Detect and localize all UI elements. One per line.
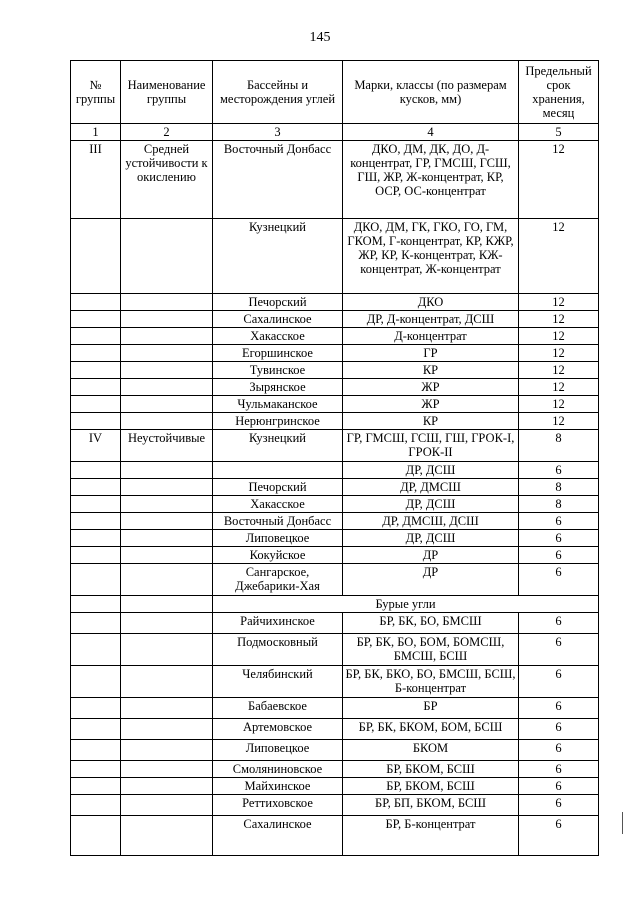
group-name-cell [121, 547, 213, 564]
page-number: 145 [309, 30, 331, 45]
grades-cell: ГР, ГМСШ, ГСШ, ГШ, ГРОК-I, ГРОК-II [343, 430, 519, 462]
group-number-cell [71, 761, 121, 778]
table-row [71, 462, 599, 479]
group-name-cell [121, 740, 213, 761]
basin-cell: Подмосковный [213, 634, 343, 666]
group-number-cell [71, 613, 121, 634]
grades-cell: ЖР [343, 396, 519, 413]
storage-term-cell: 12 [519, 379, 599, 396]
coal-storage-table [70, 60, 599, 856]
storage-term-cell: 6 [519, 613, 599, 634]
grades-cell: ДКО, ДМ, ГК, ГКО, ГО, ГМ, ГКОМ, Г-концентрат, КР, КЖР, ЖР, КР, К-концентрат, КЖ-концентрат, Ж-концентрат [343, 219, 519, 294]
group-name-cell [121, 719, 213, 740]
column-number: 3 [213, 124, 343, 141]
group-number-cell [71, 294, 121, 311]
group-name-cell [121, 530, 213, 547]
basin-cell: Тувинское [213, 362, 343, 379]
table-row [71, 430, 599, 462]
group-number-cell [71, 564, 121, 596]
grades-cell: БР, БП, БКОМ, БСШ [343, 795, 519, 816]
table-row [71, 740, 599, 761]
group-name-cell: Неустойчивые [121, 430, 213, 462]
table-row [71, 328, 599, 345]
storage-term-cell: 8 [519, 430, 599, 462]
header-group-name: Наименование группы [121, 61, 213, 124]
column-number: 2 [121, 124, 213, 141]
group-name-cell [121, 379, 213, 396]
grades-cell: БР, БК, БКО, БО, БМСШ, БСШ, Б-концентрат [343, 666, 519, 698]
header-basin: Бассейны и месторождения углей [213, 61, 343, 124]
storage-term-cell: 6 [519, 816, 599, 856]
grades-cell: ДР, ДСШ [343, 496, 519, 513]
grades-cell: ДР [343, 547, 519, 564]
table-row [71, 219, 599, 294]
basin-cell: Сангарское, Джебарики-Хая [213, 564, 343, 596]
basin-cell: Егоршинское [213, 345, 343, 362]
group-number-cell [71, 362, 121, 379]
table-row [71, 547, 599, 564]
header-grades: Марки, классы (по размерам кусков, мм) [343, 61, 519, 124]
group-number-cell: IV [71, 430, 121, 462]
storage-term-cell: 12 [519, 311, 599, 328]
brown-coal-subheading: Бурые угли [213, 596, 599, 613]
basin-cell: Кузнецкий [213, 430, 343, 462]
group-number-cell [71, 396, 121, 413]
storage-term-cell: 12 [519, 294, 599, 311]
table-row [71, 719, 599, 740]
group-number-cell [71, 462, 121, 479]
group-name-cell [121, 413, 213, 430]
group-name-cell [121, 564, 213, 596]
group-number-cell: III [71, 141, 121, 219]
grades-cell: ДКО, ДМ, ДК, ДО, Д-концентрат, ГР, ГМСШ, ГСШ, ГШ, ЖР, Ж-концентрат, КР, ОСР, ОС-концентрат [343, 141, 519, 219]
group-name-cell [121, 795, 213, 816]
basin-cell: Печорский [213, 294, 343, 311]
group-number-cell [71, 740, 121, 761]
group-number-cell [71, 530, 121, 547]
group-name-cell [121, 294, 213, 311]
group-number-cell [71, 345, 121, 362]
grades-cell: ДР, ДМСШ, ДСШ [343, 513, 519, 530]
group-name-cell [121, 311, 213, 328]
group-number-cell [71, 634, 121, 666]
basin-cell: Нерюнгринское [213, 413, 343, 430]
basin-cell: Хакасское [213, 496, 343, 513]
group-name-cell [121, 362, 213, 379]
group-name-cell [121, 698, 213, 719]
table-row [71, 564, 599, 596]
subheading-row [71, 596, 599, 613]
table-row [71, 761, 599, 778]
group-name-cell [121, 479, 213, 496]
grades-cell: ДР, ДСШ [343, 530, 519, 547]
grades-cell: КР [343, 362, 519, 379]
table-row [71, 413, 599, 430]
grades-cell: КР [343, 413, 519, 430]
grades-cell: БР, БКОМ, БСШ [343, 778, 519, 795]
table-row [71, 479, 599, 496]
table-row [71, 379, 599, 396]
group-number-cell [71, 513, 121, 530]
grades-cell: ДР, Д-концентрат, ДСШ [343, 311, 519, 328]
grades-cell: ЖР [343, 379, 519, 396]
group-name-cell [121, 613, 213, 634]
storage-term-cell: 6 [519, 530, 599, 547]
column-number: 4 [343, 124, 519, 141]
group-name-cell [121, 396, 213, 413]
basin-cell: Артемовское [213, 719, 343, 740]
group-number-cell [71, 328, 121, 345]
group-number-cell [71, 666, 121, 698]
group-name-cell [121, 462, 213, 479]
group-number-cell [71, 719, 121, 740]
group-number-cell [71, 379, 121, 396]
storage-term-cell: 6 [519, 462, 599, 479]
basin-cell: Реттиховское [213, 795, 343, 816]
storage-term-cell: 12 [519, 219, 599, 294]
group-number-cell [71, 596, 121, 613]
group-name-cell [121, 496, 213, 513]
table-row [71, 345, 599, 362]
group-name-cell [121, 219, 213, 294]
table-row [71, 613, 599, 634]
storage-term-cell: 6 [519, 761, 599, 778]
table-row [71, 294, 599, 311]
storage-term-cell: 8 [519, 496, 599, 513]
basin-cell: Чульмаканское [213, 396, 343, 413]
grades-cell: ГР [343, 345, 519, 362]
grades-cell: БКОМ [343, 740, 519, 761]
storage-term-cell: 12 [519, 328, 599, 345]
storage-term-cell: 12 [519, 345, 599, 362]
basin-cell: Хакасское [213, 328, 343, 345]
column-number: 1 [71, 124, 121, 141]
storage-term-cell: 12 [519, 396, 599, 413]
group-name-cell: Средней устойчивости к окислению [121, 141, 213, 219]
table-row [71, 311, 599, 328]
storage-term-cell: 6 [519, 513, 599, 530]
scan-mark [622, 812, 623, 834]
basin-cell: Бабаевское [213, 698, 343, 719]
basin-cell: Челябинский [213, 666, 343, 698]
basin-cell: Липовецкое [213, 530, 343, 547]
group-number-cell [71, 698, 121, 719]
table-row [71, 530, 599, 547]
basin-cell: Майхинское [213, 778, 343, 795]
group-number-cell [71, 547, 121, 564]
group-name-cell [121, 666, 213, 698]
table-row [71, 141, 599, 219]
group-number-cell [71, 479, 121, 496]
grades-cell: ДР, ДМСШ [343, 479, 519, 496]
storage-term-cell: 6 [519, 564, 599, 596]
group-name-cell [121, 778, 213, 795]
storage-term-cell: 6 [519, 740, 599, 761]
basin-cell: Смоляниновское [213, 761, 343, 778]
group-number-cell [71, 778, 121, 795]
storage-term-cell: 8 [519, 479, 599, 496]
grades-cell: БР, БКОМ, БСШ [343, 761, 519, 778]
basin-cell: Кокуйское [213, 547, 343, 564]
grades-cell: ДР, ДСШ [343, 462, 519, 479]
grades-cell: ДКО [343, 294, 519, 311]
storage-term-cell: 6 [519, 719, 599, 740]
group-name-cell [121, 816, 213, 856]
basin-cell: Кузнецкий [213, 219, 343, 294]
storage-term-cell: 12 [519, 141, 599, 219]
basin-cell: Сахалинское [213, 311, 343, 328]
group-name-cell [121, 513, 213, 530]
group-name-cell [121, 634, 213, 666]
group-number-cell [71, 219, 121, 294]
table-row [71, 513, 599, 530]
grades-cell: БР, БК, БО, БМСШ [343, 613, 519, 634]
grades-cell: БР [343, 698, 519, 719]
table-row [71, 634, 599, 666]
grades-cell: БР, Б-концентрат [343, 816, 519, 856]
basin-cell: Липовецкое [213, 740, 343, 761]
group-name-cell [121, 761, 213, 778]
group-name-cell [121, 596, 213, 613]
table-row [71, 778, 599, 795]
storage-term-cell: 12 [519, 413, 599, 430]
table-row [71, 698, 599, 719]
storage-term-cell: 6 [519, 795, 599, 816]
table-row [71, 496, 599, 513]
storage-term-cell: 6 [519, 778, 599, 795]
storage-term-cell: 6 [519, 634, 599, 666]
grades-cell: ДР [343, 564, 519, 596]
column-number: 5 [519, 124, 599, 141]
grades-cell: БР, БК, БКОМ, БОМ, БСШ [343, 719, 519, 740]
group-number-cell [71, 816, 121, 856]
storage-term-cell: 6 [519, 666, 599, 698]
group-number-cell [71, 496, 121, 513]
group-number-cell [71, 413, 121, 430]
grades-cell: БР, БК, БО, БОМ, БОМСШ, БМСШ, БСШ [343, 634, 519, 666]
basin-cell: Печорский [213, 479, 343, 496]
basin-cell: Райчихинское [213, 613, 343, 634]
column-number-row [71, 124, 599, 141]
storage-term-cell: 6 [519, 547, 599, 564]
table-row [71, 816, 599, 856]
basin-cell: Восточный Донбасс [213, 513, 343, 530]
storage-term-cell: 12 [519, 362, 599, 379]
group-number-cell [71, 311, 121, 328]
basin-cell: Сахалинское [213, 816, 343, 856]
table-row [71, 362, 599, 379]
basin-cell [213, 462, 343, 479]
basin-cell: Восточный Донбасс [213, 141, 343, 219]
header-storage-term: Предельный срок хранения, месяц [519, 61, 599, 124]
group-number-cell [71, 795, 121, 816]
table-row [71, 396, 599, 413]
header-group-number: № группы [71, 61, 121, 124]
basin-cell: Зырянское [213, 379, 343, 396]
group-name-cell [121, 345, 213, 362]
table-row [71, 795, 599, 816]
header-row [71, 61, 599, 124]
grades-cell: Д-концентрат [343, 328, 519, 345]
group-name-cell [121, 328, 213, 345]
storage-term-cell: 6 [519, 698, 599, 719]
table-row [71, 666, 599, 698]
